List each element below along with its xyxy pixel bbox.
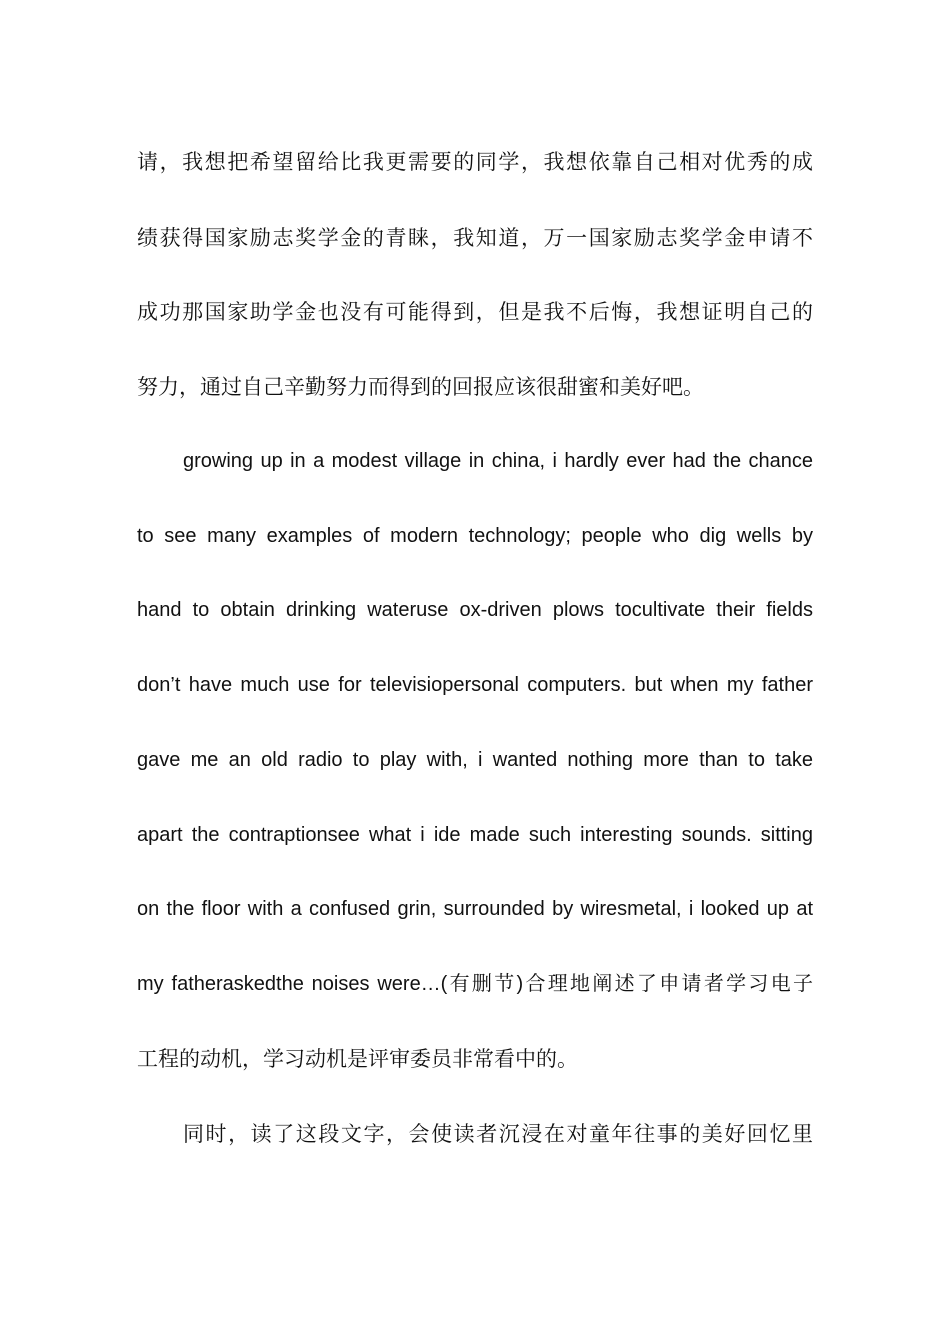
text-line: 请，我想把希望留给比我更需要的同学，我想依靠自己相对优秀的成 bbox=[137, 150, 813, 174]
text-line: my fatheraskedthe noises were…(有删节)合理地阐述了申请者学习电子 bbox=[137, 973, 813, 995]
text-line: hand to obtain drinking wateruse ox-driven plows tocultivate their fields bbox=[137, 599, 813, 621]
text-line: 工程的动机，学习动机是评审委员非常看中的。 bbox=[137, 1047, 578, 1071]
text-line: on the floor with a confused grin, surrounded by wiresmetal, i looked up at bbox=[137, 898, 813, 920]
text-line: 同时，读了这段文字，会使读者沉浸在对童年往事的美好回忆里 bbox=[183, 1122, 813, 1146]
text-line: 成功那国家助学金也没有可能得到，但是我不后悔，我想证明自己的 bbox=[137, 300, 813, 324]
text-line: to see many examples of modern technology; people who dig wells by bbox=[137, 525, 813, 547]
text-line: apart the contraptionsee what i ide made such interesting sounds. sitting bbox=[137, 824, 813, 846]
text-line: don’t have much use for televisiopersonal computers. but when my father bbox=[137, 674, 813, 696]
text-line: growing up in a modest village in china, i hardly ever had the chance bbox=[183, 450, 813, 472]
text-line: 绩获得国家励志奖学金的青睐，我知道，万一国家励志奖学金申请不 bbox=[137, 226, 813, 250]
text-line: gave me an old radio to play with, i wanted nothing more than to take bbox=[137, 749, 813, 771]
text-line: 努力，通过自己辛勤努力而得到的回报应该很甜蜜和美好吧。 bbox=[137, 375, 704, 399]
